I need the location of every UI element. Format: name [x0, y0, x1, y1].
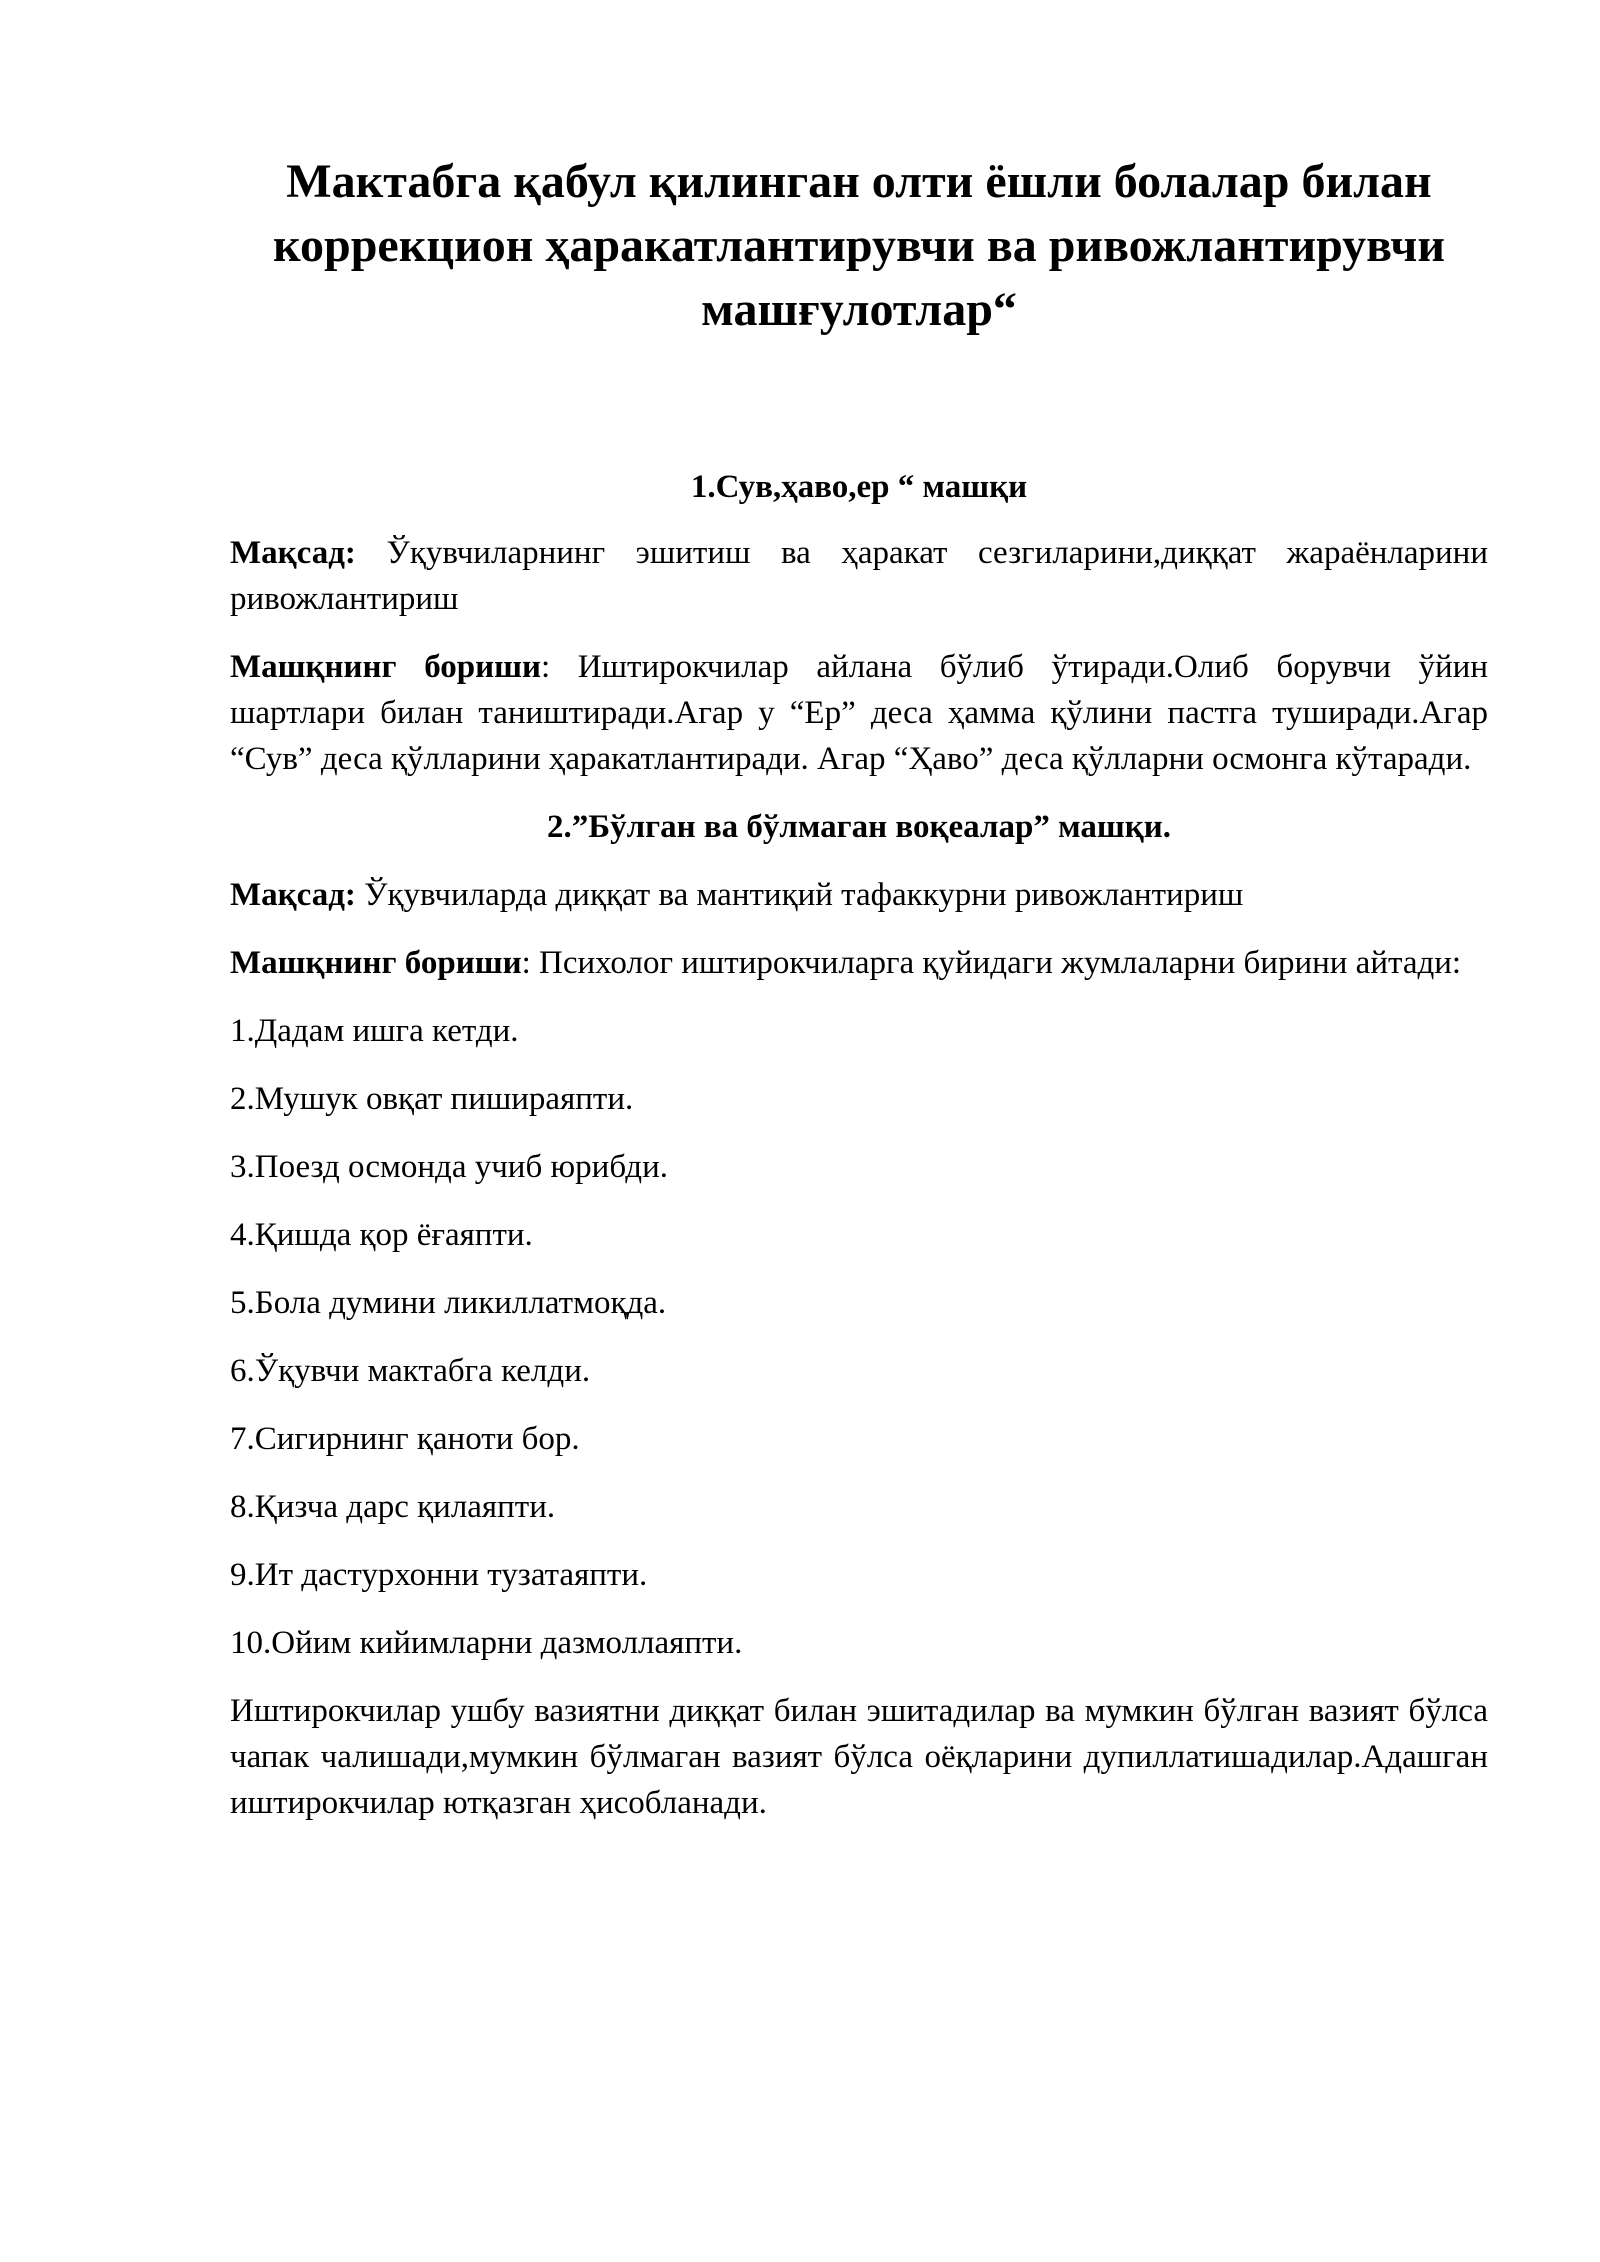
exercise1-procedure [230, 644, 1488, 782]
procedure-text: : Психолог иштирокчиларга қуйидаги жумлаларни бирини айтади: [521, 945, 1462, 981]
list-item: 2.Мушук овқат пишираяпти. [230, 1081, 634, 1117]
list-item: 10.Ойим кийимларни дазмоллаяпти. [230, 1625, 743, 1661]
exercise2-goal [230, 872, 1488, 918]
goal-label: Мақсад: [230, 877, 356, 913]
exercise1-heading: 1.Сув,ҳаво,ер “ машқи [690, 469, 1028, 505]
list-item: 5.Бола думини ликиллатмоқда. [230, 1285, 667, 1321]
list-item: 9.Ит дастурхонни тузатаяпти. [230, 1557, 648, 1593]
sentence-list [230, 986, 1488, 1666]
goal-text: Ўқувчиларда диққат ва мантиқий тафаккурни ривожлантириш [355, 877, 1244, 913]
document-page [230, 150, 1488, 1826]
list-item: 7.Сигирнинг қаноти бор. [230, 1421, 580, 1457]
exercise2-heading: 2.”Бўлган ва бўлмаган воқеалар” машқи. [547, 809, 1171, 845]
spacer [230, 342, 1488, 464]
exercise2-conclusion: Иштирокчилар ушбу вазиятни диққат билан эшитадилар ва мумкин бўлган вазият бўлса чапак чалишади,мумкин бўлмаган вазият бўлса оёқларини дупиллатишадилар.Адашган иштирокчилар ютқазган ҳисобланади. [230, 1693, 1488, 1821]
procedure-text: : Иштирокчилар айлана бўлиб ўтиради.Олиб борувчи ўйин шартлари билан таништиради.Агар у “Ер” деса ҳамма қўлини пастга туширади.Агар “Сув” деса қўлларини ҳаракатлантиради. Агар “Ҳаво” деса қўлларни осмонга кўтаради. [230, 649, 1488, 777]
procedure-label: Машқнинг бориши [230, 649, 541, 685]
exercise2-procedure [230, 940, 1488, 986]
document-title: Мактабга қабул қилинган олти ёшли болалар билан коррекцион ҳаракатлантирувчи ва ривожлантирувчи машғулотлар“ [273, 155, 1445, 336]
procedure-label: Машқнинг бориши [230, 945, 522, 981]
list-item: 1.Дадам ишга кетди. [230, 1013, 519, 1049]
list-item: 4.Қишда қор ёғаяпти. [230, 1217, 533, 1253]
goal-text: Ўқувчиларнинг эшитиш ва ҳаракат сезгиларини,диққат жараёнларини ривожлантириш [230, 535, 1488, 617]
list-item: 8.Қизча дарс қилаяпти. [230, 1489, 556, 1525]
goal-label: Мақсад: [230, 535, 356, 571]
list-item: 3.Поезд осмонда учиб юрибди. [230, 1149, 668, 1185]
list-item: 6.Ўқувчи мактабга келди. [230, 1353, 591, 1389]
exercise1-goal [230, 530, 1488, 622]
